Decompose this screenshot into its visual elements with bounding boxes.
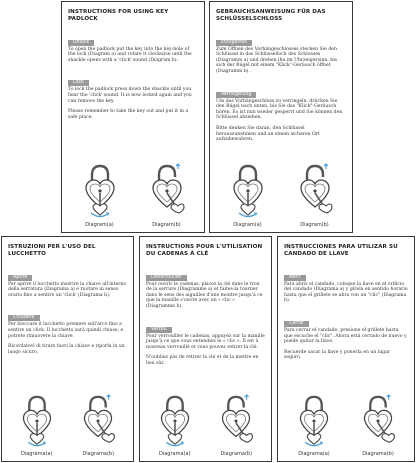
unlock-text: Zum Öffnen des Vorhängeschlosses stecken Sie den Schlüssel in das Schlüsselloch des Schlosses (Diagramm a) und drehen ihn im Uhrzeigersinn, bis sich der Bügel mit einem "Klick"-Geräusch öffnet (Diagramm b). — [216, 46, 338, 74]
safety-note: Ricordatevi di tirare fuori la chiave e riporla in un luogo sicuro. — [8, 344, 125, 355]
diagram-row — [62, 163, 204, 228]
unlock-text: Para abrir el candado, coloque la llave en el orificio del candado (Diagrama a) y gírela en sentido horario hasta que el grillete se abra con un "clic" (Diagrama b). — [284, 281, 408, 304]
safety-note: N'oubliez pas de retirer la clé et de la mettre en lieu sûr. — [146, 355, 259, 366]
lock-label: Lock — [68, 80, 89, 86]
diagram-a-caption: Diagram(a) — [85, 222, 114, 228]
panel-title: INSTRUCTIONS FOR USING KEY PADLOCK — [68, 9, 169, 22]
diagram-b-caption: Diagram(b) — [300, 222, 329, 228]
lock-label: Cerrar — [284, 321, 309, 327]
lock-text: Um das Vorhängeschloss zu verriegeln, drücken Sie den Bügel nach unten, bis Sie das "Klick"-Geräusch hören. Es ist nun wieder gesperrt und Sie können den Schlüssel abziehen. — [216, 98, 343, 121]
safety-note: Recuerde sacar la llave y ponerla en un lugar seguro. — [284, 349, 391, 361]
diagram-a-caption: Diagram(a) — [233, 222, 262, 228]
padlock-open-icon — [218, 394, 254, 450]
unlock-section — [284, 263, 408, 304]
diagram-a — [157, 394, 193, 457]
panel-title: GEBRAUCHSANWEISUNG FÜR DAS SCHLÜSSELSCHLOSS — [216, 9, 326, 22]
padlock-open-icon — [148, 163, 186, 221]
diagram-b — [218, 394, 254, 457]
panel-title: ISTRUZIONI PER L'USO DEL LUCCHETTO — [8, 244, 96, 257]
padlock-key-icon — [296, 394, 332, 450]
unlock-text: Per aprire il lucchetto inserire la chiave all'interno della serratura (Diagrama a) e ruotare in senso orario fino a sentire un 'click' (Diagrama b). — [8, 281, 127, 298]
unlock-text: To open the padlock put the key into the key-hole of the lock (Diagram a) and rotate it clockwise until the shackle opens with a 'click' sound (Diagram b). — [68, 46, 192, 63]
lock-label: Verrou — [146, 327, 172, 333]
diagram-row — [278, 394, 414, 457]
panel-english — [61, 1, 205, 233]
diagram-a-caption: Diagrama(a) — [159, 451, 191, 457]
panel-spanish — [277, 236, 415, 462]
diagram-b — [148, 163, 186, 228]
unlock-section — [146, 263, 265, 310]
lock-section — [8, 303, 127, 339]
unlock-label: Unlock — [68, 40, 94, 46]
diagram-a-caption: Diagrama(a) — [21, 451, 53, 457]
padlock-open-icon — [296, 163, 334, 221]
diagram-b-caption: Diagrama(b) — [362, 451, 394, 457]
diagram-a — [19, 394, 55, 457]
lock-label: Verriegelung — [216, 92, 256, 98]
diagram-row — [2, 394, 133, 457]
panel-title: INSTRUCTIONS POUR L'UTILISATION DU CADENAS À CLÉ — [146, 244, 263, 257]
diagram-a-caption: Diagrama(a) — [298, 451, 330, 457]
diagram-a — [81, 163, 119, 228]
unlock-section — [68, 28, 198, 64]
panel-italian — [1, 236, 134, 462]
lock-text: Para cerrar el candado, presione el grillete hasta que escuche el "clic". Ahora está cerrado de nuevo y puede quitar la llave. — [284, 327, 407, 345]
diagram-row — [140, 394, 271, 457]
panel-title: INSTRUCCIONES PARA UTILIZAR SU CANDADO DE LLAVE — [284, 244, 398, 257]
diagram-row — [210, 163, 352, 228]
unlock-label: Déverrouiller — [146, 275, 187, 281]
panel-french — [139, 236, 272, 462]
lock-text: To lock the padlock press down the shackle until you hear the 'click' sound. It is now locked again and you can remove the key. — [68, 87, 192, 104]
unlock-label: Abrir — [284, 275, 306, 281]
unlock-label: Aprire — [8, 275, 32, 281]
lock-section — [146, 315, 265, 351]
unlock-text: Pour ouvrir le cadenas, placez la clé dans le trou de la serrure (Diagramme a) et faites-la tourner dans le sens des aiguilles d'une montre jusqu'à ce que la manille s'ouvre avec un « clic » (Diagramme b). — [146, 281, 263, 309]
diagram-b — [296, 163, 334, 228]
panel-german — [209, 1, 353, 233]
safety-note: Bitte denken Sie daran, den Schlüssel herauszunehmen und an einem sicheren Ort aufzubewahren. — [216, 125, 320, 143]
padlock-open-icon — [360, 394, 396, 450]
padlock-open-icon — [80, 394, 116, 450]
lock-text: Pour verrouiller le cadenas, appuyez sur la manille jusqu'à ce que vous entendiez le « clic ». Il est à nouveau verrouillé et vous pouvez retirer la clé. — [146, 333, 265, 350]
diagram-b-caption: Diagrama(b) — [220, 451, 253, 457]
padlock-key-icon — [157, 394, 193, 450]
lock-text: Per bloccare il lucchetto premere sull'arco fino a sentire un click. Il lucchetto sarà quindi chiuso, e potrete rimuovere la chiave. — [8, 322, 124, 339]
lock-section — [284, 309, 408, 345]
diagram-b-caption: Diagram(b) — [152, 222, 181, 228]
diagram-b-caption: Diagrama(b) — [82, 451, 115, 457]
safety-note: Please remember to take the key out and put it in a safe place. — [68, 109, 189, 120]
diagram-a — [296, 394, 332, 457]
lock-section — [68, 68, 198, 104]
padlock-key-icon — [81, 163, 119, 221]
lock-label: Chiudere — [8, 315, 40, 321]
padlock-key-icon — [19, 394, 55, 450]
lock-section — [216, 80, 346, 121]
diagram-b — [360, 394, 396, 457]
padlock-key-icon — [229, 163, 267, 221]
diagram-a — [229, 163, 267, 228]
unlock-section — [8, 263, 127, 299]
unlock-label: Entsperren — [216, 40, 252, 46]
unlock-section — [216, 28, 346, 75]
diagram-b — [80, 394, 116, 457]
